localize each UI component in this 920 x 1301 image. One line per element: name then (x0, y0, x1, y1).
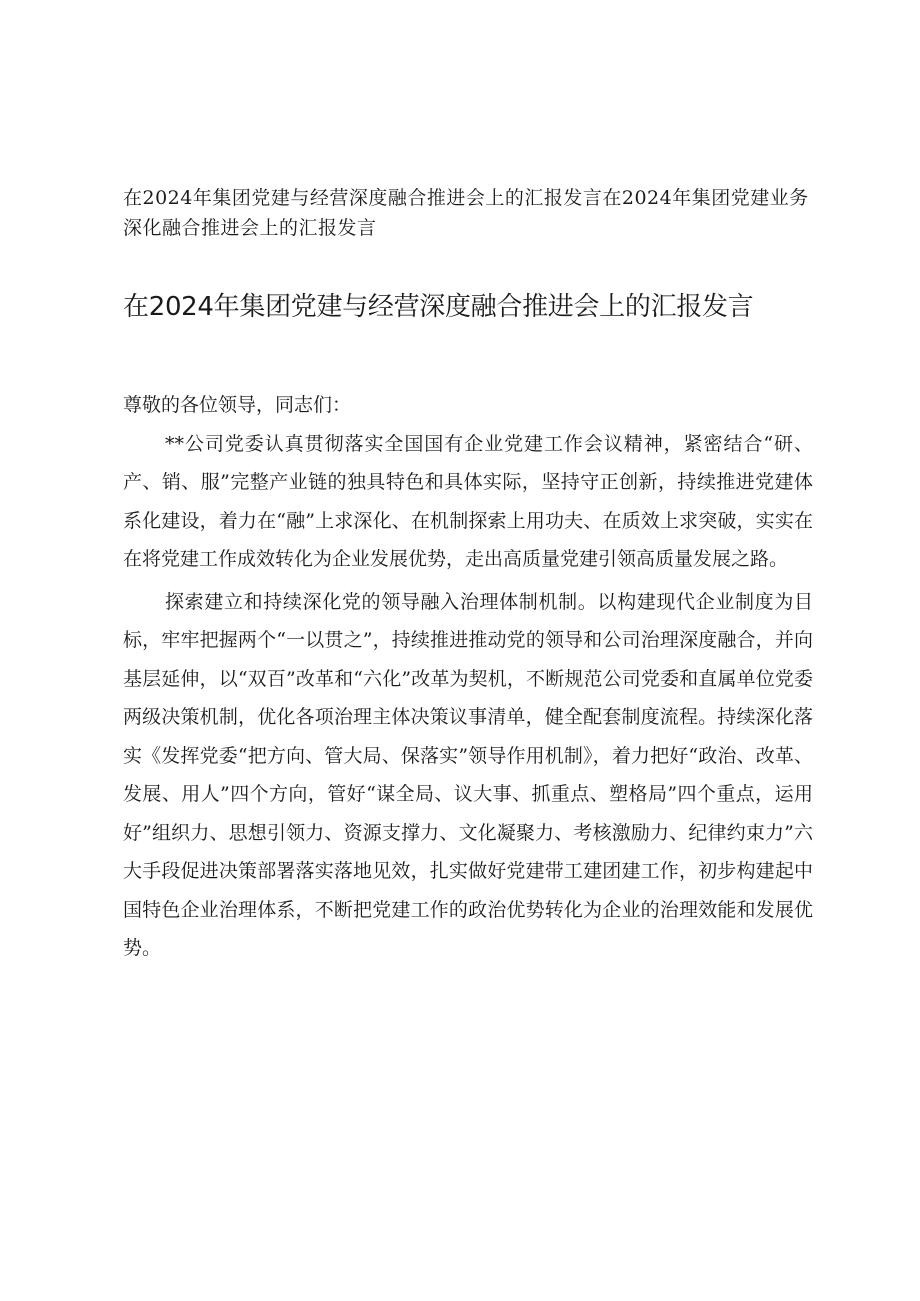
paragraph-2: 探索建立和持续深化党的领导融入治理体制机制。以构建现代企业制度为目标，牢牢把握两个“一以贯之”，持续推进推动党的领导和公司治理深度融合，并向基层延伸，以“双百”改革和“六化”改革为契机，不断规范公司党委和直属单位党委两级决策机制，优化各项治理主体决策议事清单，健全配套制度流程。持续深化落实《发挥党委“把方向、管大局、保落实”领导作用机制》，着力把好“政治、改革、发展、用人”四个方向，管好“谋全局、议大事、抓重点、塑格局”四个重点，运用好”组织力、思想引领力、资源支撑力、文化凝聚力、考核激励力、纪律约束力”六大手段促进决策部署落实落地见效，扎实做好党建带工建团建工作，初步构建起中国特色企业治理体系，不断把党建工作的政治优势转化为企业的治理效能和发展优势。 (123, 590, 813, 959)
document-body (123, 386, 813, 968)
greeting: 尊敬的各位领导，同志们： (123, 394, 352, 416)
paragraph-1: **公司党委认真贯彻落实全国国有企业党建工作会议精神，紧密结合“研、产、销、服”完整产业链的独具特色和具体实际，坚持守正创新，持续推进党建体系化建设，着力在“融”上求深化、在机制探索上用功夫、在质效上求突破，实实在在将党建工作成效转化为企业发展优势，走出高质量党建引领高质量发展之路。 (123, 432, 813, 570)
document-title: 在2024年集团党建与经营深度融合推进会上的汇报发言 (123, 292, 754, 322)
document-header-line: 在2024年集团党建与经营深度融合推进会上的汇报发言在2024年集团党建业务深化融合推进会上的汇报发言 (123, 187, 809, 239)
